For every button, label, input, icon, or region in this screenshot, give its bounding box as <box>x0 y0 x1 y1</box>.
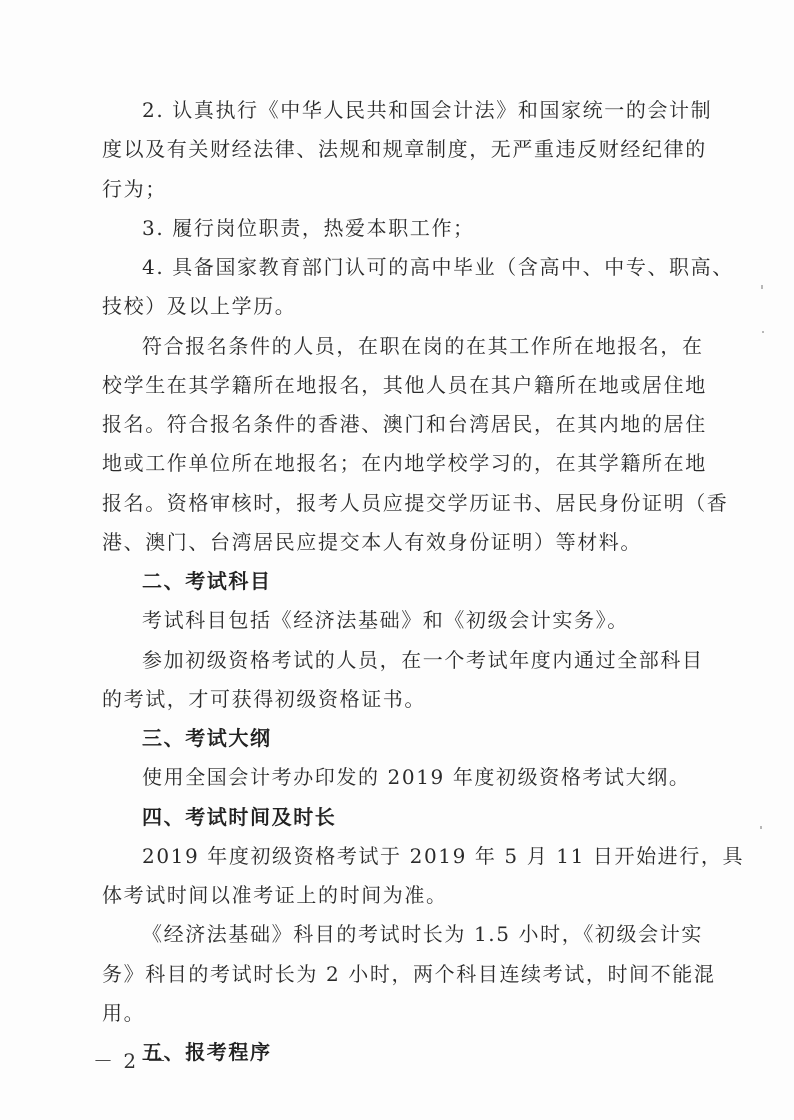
paragraph-line: 3. 履行岗位职责，热爱本职工作； <box>142 216 475 240</box>
paragraph-line: 使用全国会计考办印发的 2019 年度初级资格考试大纲。 <box>142 765 691 789</box>
section-heading-subjects: 二、考试科目 <box>142 569 272 593</box>
paragraph-line: 考试科目包括《经济法基础》和《初级会计实务》。 <box>142 608 629 632</box>
paragraph-line: 4. 具备国家教育部门认可的高中毕业（含高中、中专、职高、 <box>142 255 734 279</box>
section-heading-exam-time: 四、考试时间及时长 <box>142 805 337 829</box>
paragraph-line: 2. 认真执行《中华人民共和国会计法》和国家统一的会计制 <box>142 98 713 122</box>
scan-mark <box>761 285 763 289</box>
paragraph-line: 的考试，才可获得初级资格证书。 <box>102 687 426 711</box>
paragraph-line: 港、澳门、台湾居民应提交本人有效身份证明）等材料。 <box>102 530 642 554</box>
paragraph-line: 校学生在其学籍所在地报名，其他人员在其户籍所在地或居住地 <box>102 373 707 397</box>
paragraph-line: 地或工作单位所在地报名；在内地学校学习的，在其学籍所在地 <box>102 451 707 475</box>
paragraph-line: 报名。资格审核时，报考人员应提交学历证书、居民身份证明（香 <box>102 491 729 515</box>
paragraph-line: 行为； <box>102 177 167 201</box>
paragraph-line: 参加初级资格考试的人员，在一个考试年度内通过全部科目 <box>142 648 704 672</box>
paragraph-line: 务》科目的考试时长为 2 小时，两个科目连续考试，时间不能混 <box>102 962 716 986</box>
page-number: － 2 － <box>93 1049 169 1073</box>
paragraph-line: 报名。符合报名条件的香港、澳门和台湾居民，在其内地的居住 <box>102 412 707 436</box>
paragraph-line: 2019 年度初级资格考试于 2019 年 5 月 11 日开始进行，具 <box>142 844 745 868</box>
paragraph-line: 用。 <box>102 1001 146 1025</box>
paragraph-line: 《经济法基础》科目的考试时长为 1.5 小时，《初级会计实 <box>142 922 703 946</box>
scan-mark <box>760 826 762 829</box>
paragraph-line: 符合报名条件的人员，在职在岗的在其工作所在地报名，在 <box>142 334 704 358</box>
paragraph-line: 技校）及以上学历。 <box>102 294 297 318</box>
scan-mark <box>762 331 764 333</box>
paragraph-line: 度以及有关财经法律、法规和规章制度，无严重违反财经纪律的 <box>102 137 707 161</box>
section-heading-syllabus: 三、考试大纲 <box>142 726 272 750</box>
section-heading-registration: 五、报考程序 <box>142 1040 272 1064</box>
paragraph-line: 体考试时间以准考证上的时间为准。 <box>102 883 448 907</box>
